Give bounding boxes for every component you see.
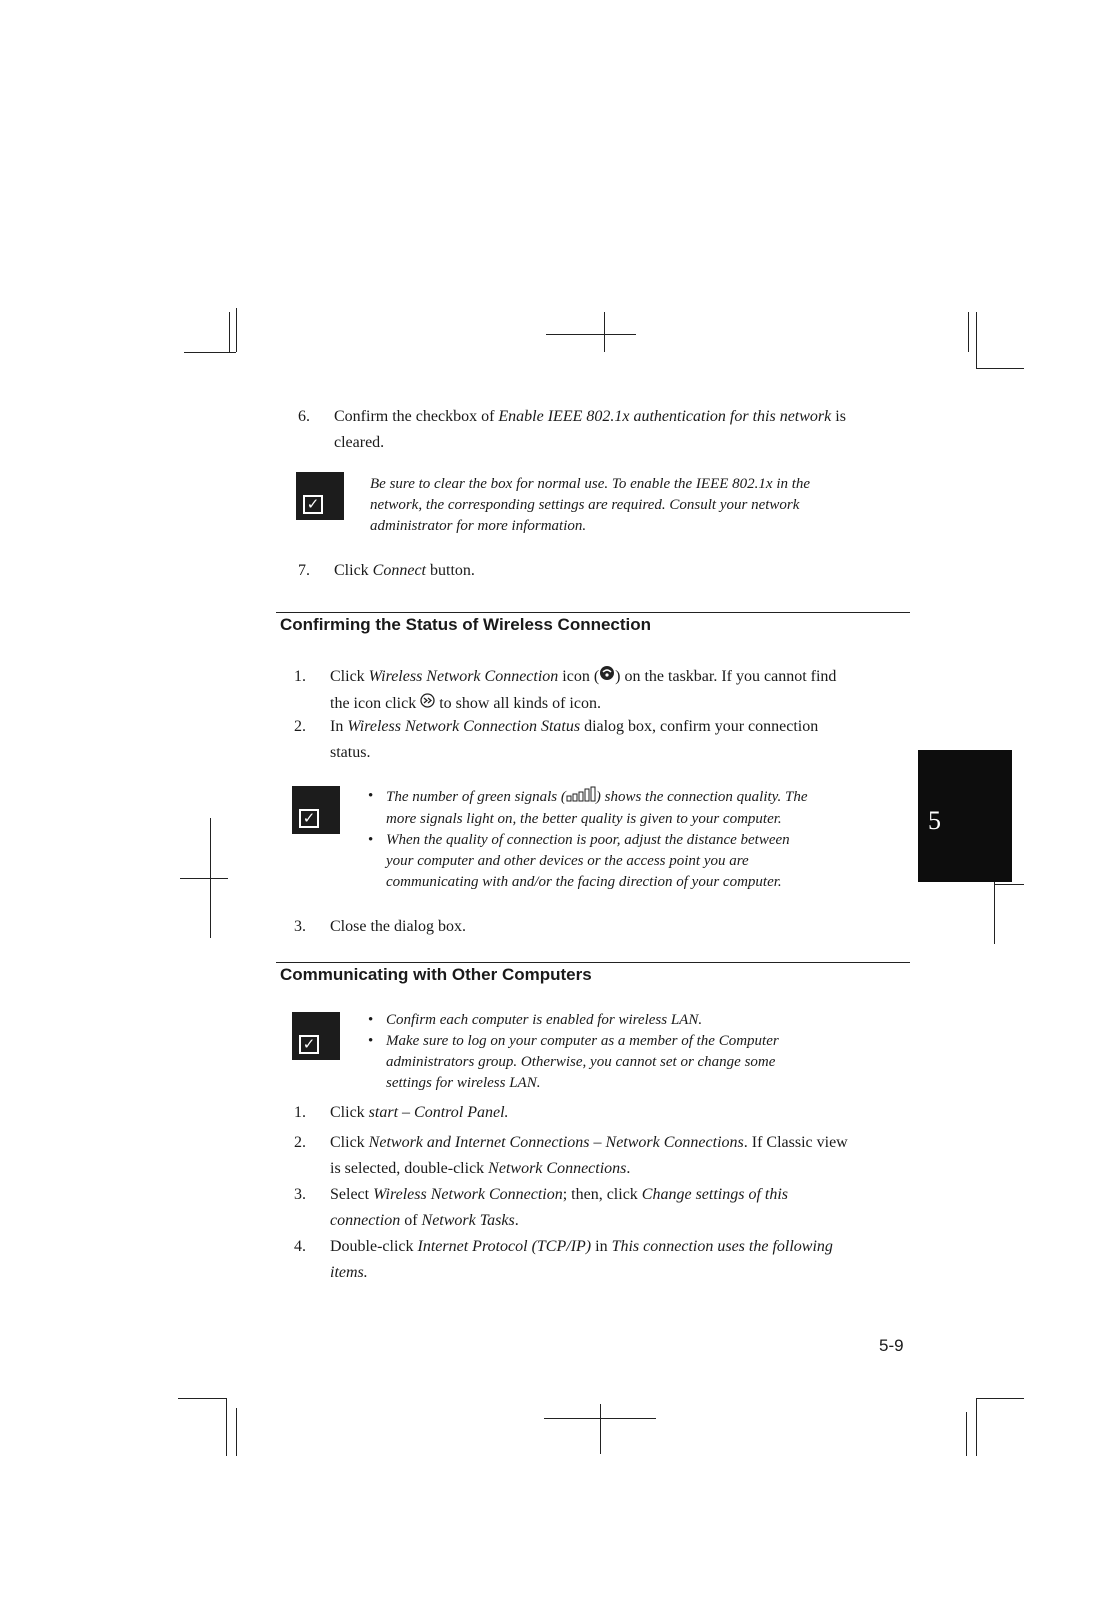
- section-divider: [276, 962, 910, 963]
- chapter-tab-label: 5: [928, 806, 941, 835]
- list-item: • When the quality of connection is poor, adjust the distance between your computer and other devices or the access point you are communicating with and/or the facing direction of your computer.: [368, 830, 908, 893]
- section-heading-status: Confirming the Status of Wireless Connection: [280, 615, 652, 634]
- section-divider: [276, 612, 910, 613]
- chapter-tab: [918, 750, 1012, 882]
- checkbox-note-icon: ✓: [292, 1012, 340, 1060]
- wireless-network-icon: [599, 664, 615, 691]
- list-item: • Confirm each computer is enabled for wireless LAN.: [368, 1010, 908, 1031]
- note-clear-box: Be sure to clear the box for normal use. To enable the IEEE 802.1x in the network, the corresponding settings are required. Consult your network administrator for more information.: [370, 476, 811, 534]
- section-heading-communicating: Communicating with Other Computers: [280, 965, 592, 984]
- step-number: 6.: [298, 408, 310, 425]
- list-item: • Make sure to log on your computer as a member of the Computer administrators group. Otherwise, you cannot set or change some settings for wireless LAN.: [368, 1031, 908, 1094]
- checkbox-note-icon: ✓: [296, 472, 344, 520]
- page-number: 5-9: [879, 1336, 904, 1355]
- note-wireless-lan: [368, 1010, 908, 1094]
- signal-strength-icon: [566, 786, 596, 809]
- note-connection-quality: [368, 786, 908, 893]
- list-item: • The number of green signals ( ) shows the connection quality. The more signals light on, the better quality is given to your computer.: [368, 786, 908, 830]
- checkbox-note-icon: ✓: [292, 786, 340, 834]
